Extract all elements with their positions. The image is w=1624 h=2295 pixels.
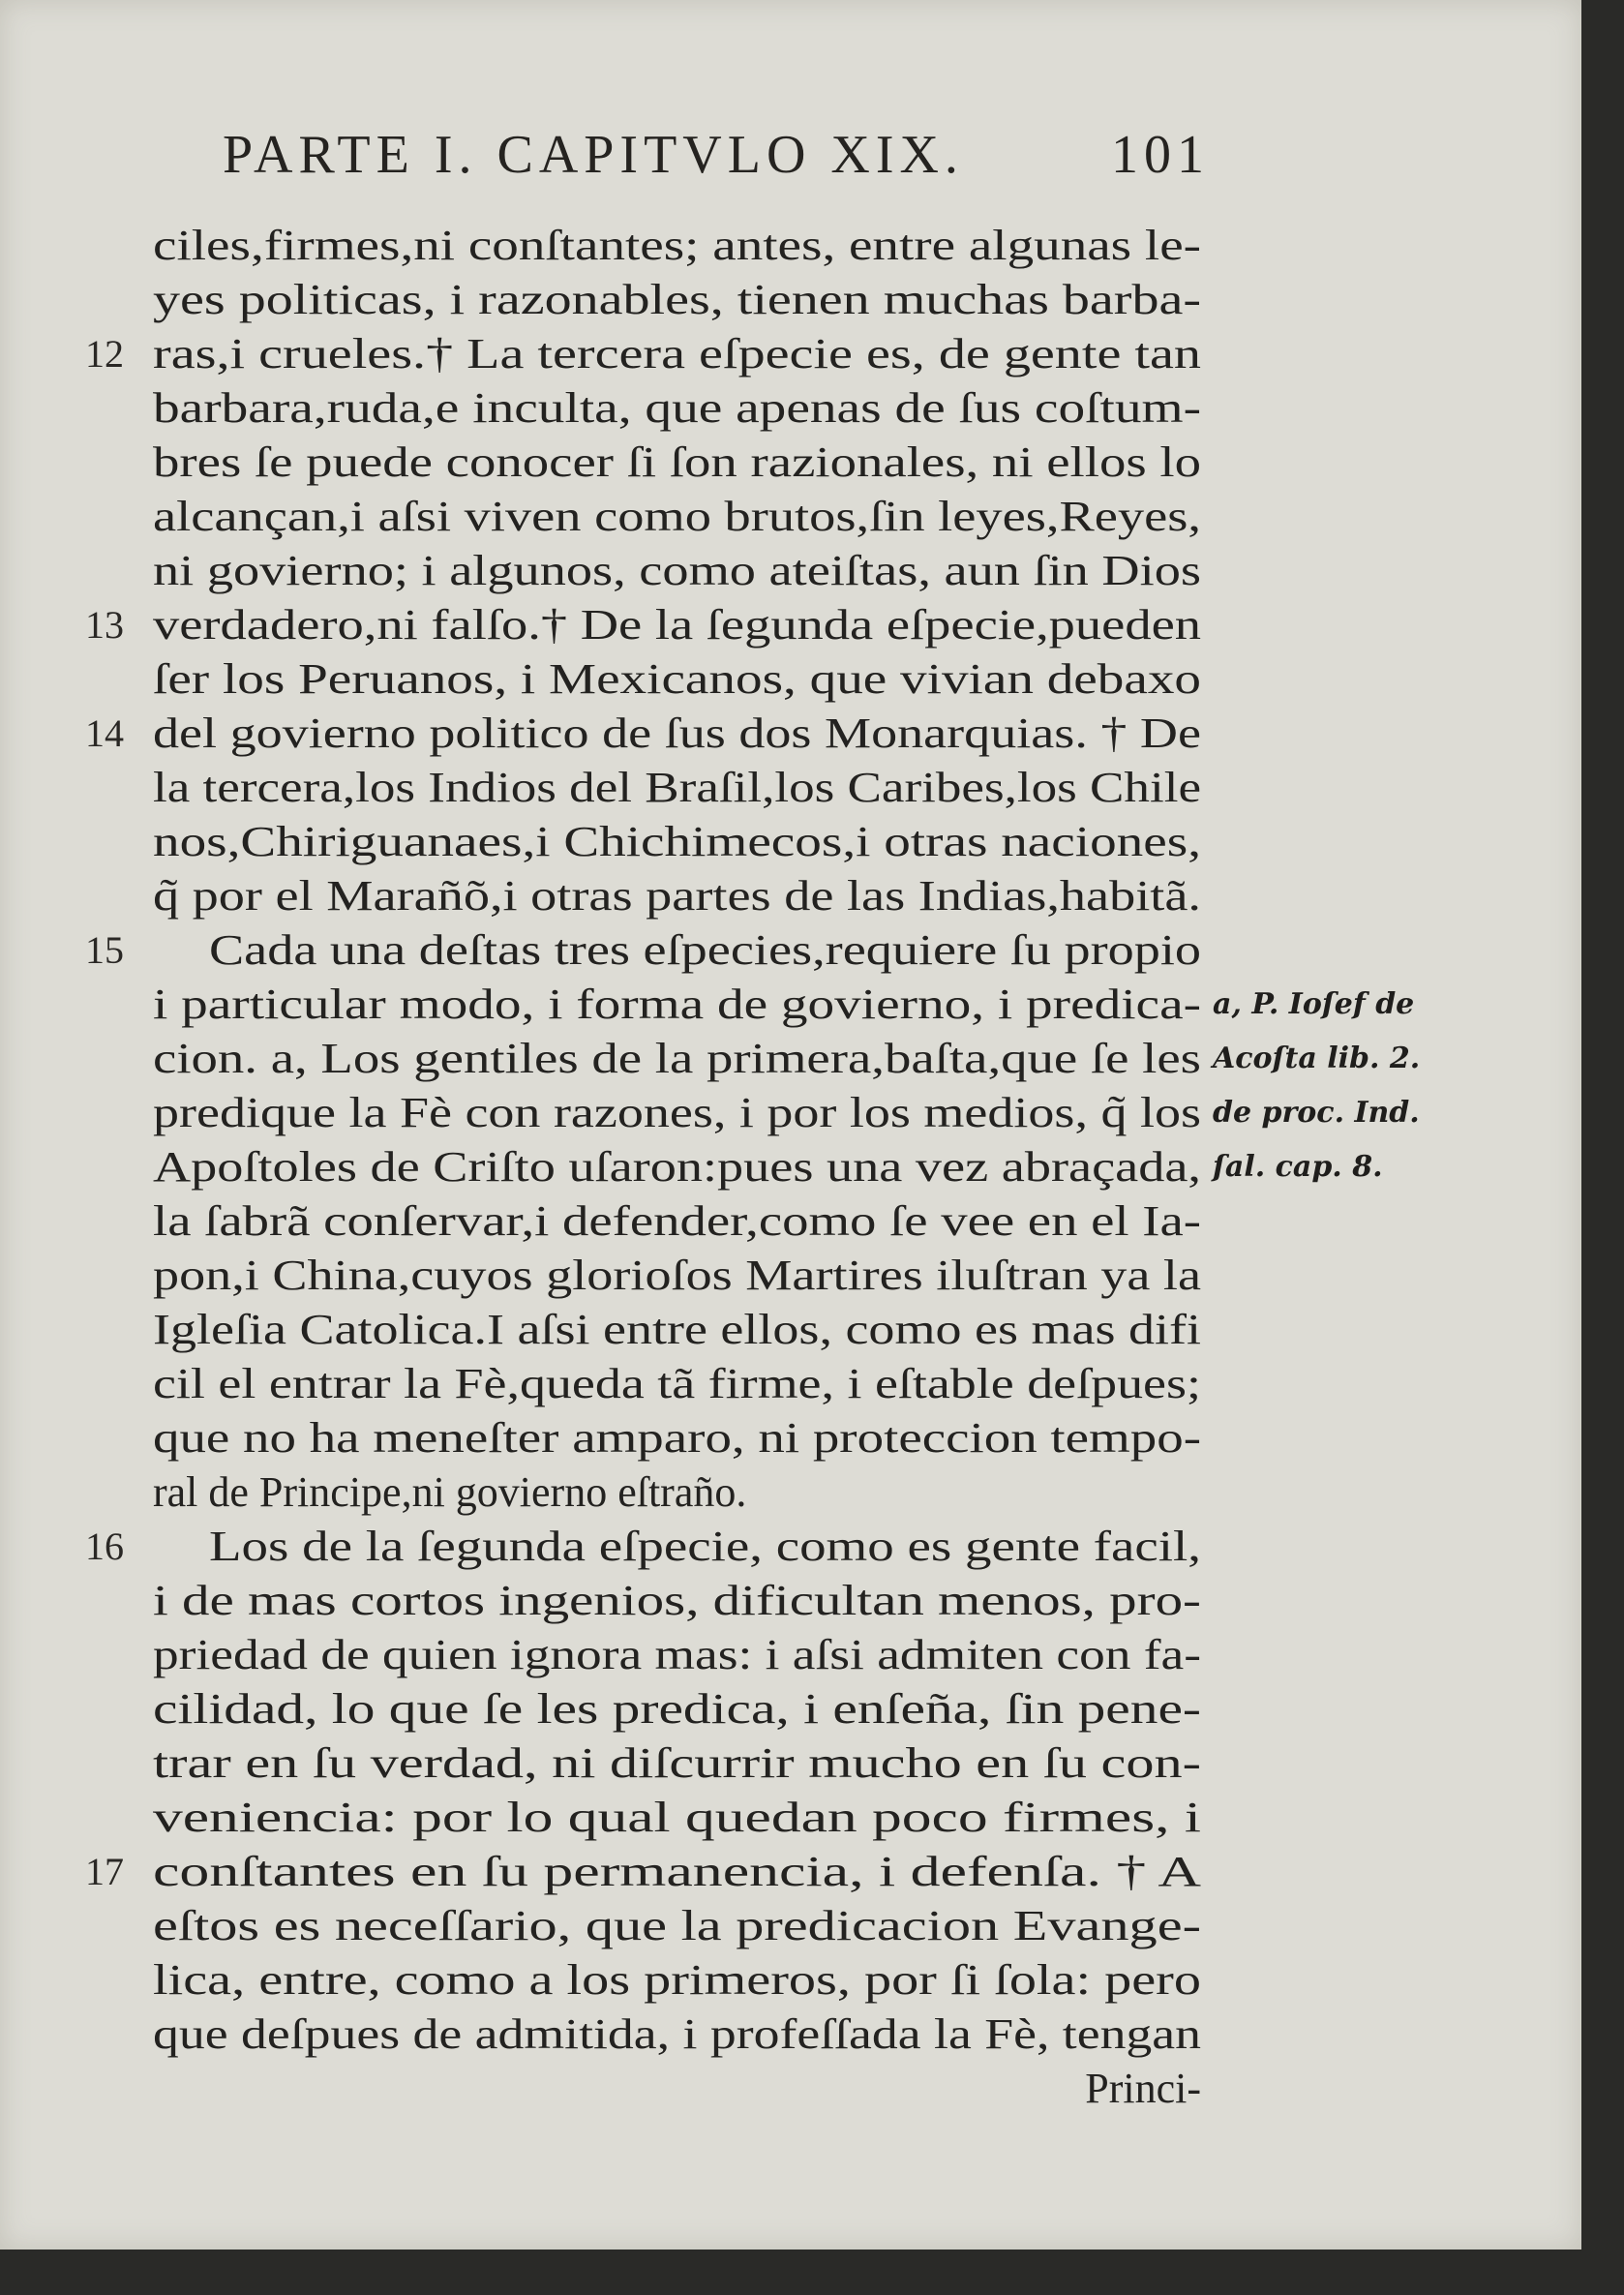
text-line: Cada una deſtas tres eſpecies,requiere ſu propio bbox=[209, 926, 1201, 974]
text-line: lica, entre, como a los primeros, por ſi ſola: pero bbox=[153, 1956, 1201, 2004]
line-number: 16 bbox=[85, 1525, 124, 1568]
text-line: cil el entrar la Fè,queda tã firme, i eſtable deſpues; bbox=[153, 1360, 1201, 1407]
page-number: 101 bbox=[1111, 125, 1210, 185]
text-line: conſtantes en ſu permanencia, i defenſa. † A bbox=[153, 1848, 1201, 1895]
text-line: ni govierno; i algunos, como ateiſtas, aun ſin Dios bbox=[153, 547, 1201, 594]
text-line: ral de Principe,ni govierno eſtraño. bbox=[153, 1468, 747, 1516]
text-line: Apoſtoles de Criſto uſaron:pues una vez abraçada, bbox=[153, 1143, 1201, 1191]
line-number: 15 bbox=[85, 928, 124, 972]
catchword: Princi- bbox=[1085, 2065, 1201, 2112]
text-line: i de mas cortos ingenios, dificultan menos, pro- bbox=[153, 1577, 1201, 1624]
text-line: predique la Fè con razones, i por los medios, q̃ los bbox=[153, 1089, 1201, 1136]
margin-note-line: Acoſta lib. 2. bbox=[1213, 1042, 1421, 1075]
text-line: pon,i China,cuyos glorioſos Martires iluſtran ya la bbox=[153, 1252, 1201, 1299]
text-line: que deſpues de admitida, i profeſſada la Fè, tengan bbox=[153, 2010, 1201, 2058]
text-line: la ſabrã conſervar,i defender,como ſe vee en el Ia- bbox=[153, 1197, 1201, 1245]
text-line: veniencia: por lo qual quedan poco firmes, i bbox=[153, 1794, 1201, 1841]
text-line: ſer los Peruanos, i Mexicanos, que vivian debaxo bbox=[153, 655, 1201, 703]
text-line: verdadero,ni falſo.† De la ſegunda eſpecie,pueden bbox=[153, 601, 1201, 649]
text-line: nos,Chiriguanaes,i Chichimecos,i otras naciones, bbox=[153, 818, 1201, 865]
text-line: yes politicas, i razonables, tienen muchas barba- bbox=[153, 276, 1201, 323]
text-line: cilidad, lo que ſe les predica, i enſeña, ſin pene- bbox=[153, 1685, 1201, 1733]
margin-note-line: ſal. cap. 8. bbox=[1213, 1150, 1383, 1184]
text-line: priedad de quien ignora mas: i aſsi admiten con fa- bbox=[153, 1631, 1201, 1678]
text-line: q̃ por el Marañõ,i otras partes de las Indias,habitã. bbox=[153, 872, 1201, 920]
text-line: ras,i crueles.† La tercera eſpecie es, de gente tan bbox=[153, 330, 1201, 377]
text-line: Igleſia Catolica.I aſsi entre ellos, como es mas difi bbox=[153, 1306, 1201, 1353]
line-number: 14 bbox=[85, 711, 124, 755]
line-number: 12 bbox=[85, 332, 124, 376]
text-line: del govierno politico de ſus dos Monarquias. † De bbox=[153, 710, 1201, 757]
text-line: i particular modo, i forma de govierno, i predica- bbox=[153, 981, 1201, 1028]
text-line: bres ſe puede conocer ſi ſon razionales, ni ellos lo bbox=[153, 438, 1201, 486]
chapter-title: PARTE I. CAPITVLO XIX. bbox=[223, 125, 964, 185]
text-line: que no ha meneſter amparo, ni proteccion tempo- bbox=[153, 1414, 1201, 1462]
text-line: la tercera,los Indios del Braſil,los Caribes,los Chile bbox=[153, 764, 1201, 811]
line-number: 17 bbox=[85, 1850, 124, 1893]
text-line: trar en ſu verdad, ni diſcurrir mucho en ſu con- bbox=[153, 1739, 1201, 1787]
text-line: Los de la ſegunda eſpecie, como es gente facil, bbox=[209, 1523, 1201, 1570]
text-line: eſtos es neceſſario, que la predicacion Evange- bbox=[153, 1902, 1201, 1949]
margin-note-line: a, P. Ioſef de bbox=[1213, 987, 1415, 1021]
text-line: cion. a, Los gentiles de la primera,baſta,que ſe les bbox=[153, 1035, 1201, 1082]
margin-note-line: de proc. Ind. bbox=[1213, 1096, 1420, 1130]
text-line: ciles,firmes,ni conſtantes; antes, entre algunas le- bbox=[153, 222, 1201, 269]
text-line: alcançan,i aſsi viven como brutos,ſin leyes,Reyes, bbox=[153, 493, 1201, 540]
line-number: 13 bbox=[85, 603, 124, 647]
text-line: barbara,ruda,e inculta, que apenas de ſus coſtum- bbox=[153, 384, 1201, 432]
running-head bbox=[223, 124, 1210, 201]
